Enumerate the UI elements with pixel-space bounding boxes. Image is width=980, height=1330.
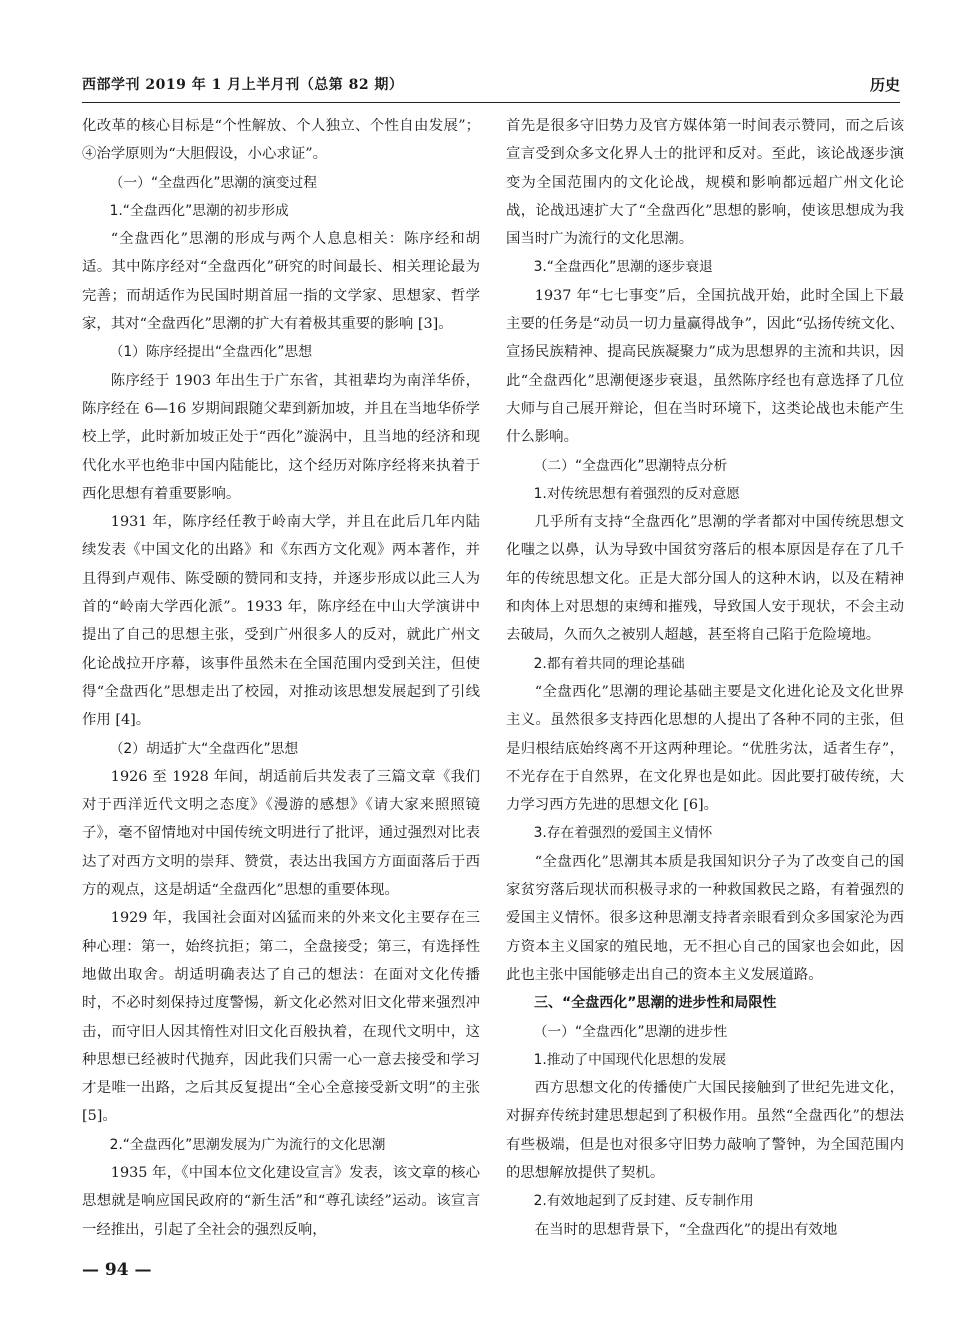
- journal-title: 西部学刊 2019 年 1 月上半月刊（总第 82 期）: [82, 77, 404, 93]
- header-divider: [82, 102, 900, 103]
- subheading: （二）“全盘西化”思潮特点分析: [533, 457, 728, 474]
- subheading: 1.对传统思想有着强烈的反对意愿: [533, 485, 740, 502]
- section-label: 历史: [869, 76, 900, 94]
- paragraph: “全盘西化”思潮的理论基础主要是文化进化论及文化世界主义。虽然很多支持西化思想的人提出了各种不同的主张，但是归根结底始终离不开这两种理论。“优胜劣汰，适者生存”，不光存在于自然界，在文化界也是如此。因此要打破传统，大力学习西方先进的思想文化 [6]。: [506, 683, 904, 814]
- paragraph: “全盘西化”思潮其本质是我国知识分子为了改变自己的国家贫穷落后现状而积极寻求的一种救国救民之路，有着强烈的爱国主义情怀。很多这种思潮支持者亲眼看到众多国家沦为西方资本主义国家的殖民地，无不担心自己的国家也会如此，因此也主张中国能够走出自己的资本主义发展道路。: [506, 853, 904, 983]
- paragraph: 1931 年，陈序经任教于岭南大学，并且在此后几年内陆续发表《中国文化的出路》和《东西方文化观》两本著作，并且得到卢观伟、陈受颐的赞同和支持，并逐步形成以此三人为首的“岭南大学西化派”。1933 年，陈序经在中山大学演讲中提出了自己的思想主张，受到广州很多人的反对，就此广州文化论战拉开序幕，该事件虽然未在全国范围内受到关注，但使得“全盘西化”思想走出了校园，对推动该思想发展起到了引线作用 [4]。: [82, 514, 480, 729]
- subheading: 1.“全盘西化”思潮的初步形成: [109, 202, 289, 219]
- page-header: [82, 74, 900, 104]
- paragraph: 几乎所有支持“全盘西化”思潮的学者都对中国传统思想文化嗤之以鼻，认为导致中国贫穷落后的根本原因是存在了几千年的传统思想文化。正是大部分国人的这种木讷，以及在精神和肉体上对思想的束缚和摧残，导致国人安于现状，不会主动去破局，久而久之被别人超越，甚至将自己陷于危险境地。: [506, 514, 904, 644]
- page-number: — 94 —: [82, 1260, 152, 1280]
- left-column: [82, 112, 480, 1242]
- subheading: 3.“全盘西化”思潮的逐步衰退: [533, 259, 713, 276]
- subheading: （1）陈序经提出“全盘西化”思想: [109, 344, 313, 361]
- paragraph: 1937 年“七七事变”后，全国抗战开始，此时全国上下最主要的任务是“动员一切力量赢得战争”，因此“弘扬传统文化、宣扬民族精神、提高民族凝聚力”成为思想界的主流和共识，因此“全盘西化”思潮便逐步衰退，虽然陈序经也有意选择了几位大师与自己展开辩论，但在当时环境下，这类论战也未能产生什么影响。: [506, 287, 904, 446]
- subheading: （一）“全盘西化”思潮的演变过程: [109, 174, 318, 191]
- paragraph: 1926 至 1928 年间，胡适前后共发表了三篇文章《我们对于西洋近代文明之态度》《漫游的感想》《请大家来照照镜子》，毫不留情地对中国传统文明进行了批评，通过强烈对比表达了对西方文明的崇拜、赞赏，表达出我国方方面面落后于西方的观点，这是胡适“全盘西化”思想的重要体现。: [82, 768, 480, 899]
- paragraph: “全盘西化”思潮的形成与两个人息息相关：陈序经和胡适。其中陈序经对“全盘西化”研究的时间最长、相关理论最为完善；而胡适作为民国时期首屈一指的文学家、思想家、哲学家，其对“全盘西化”思潮的扩大有着极其重要的影响 [3]。: [82, 231, 480, 333]
- subheading: （一）“全盘西化”思潮的进步性: [533, 1023, 728, 1040]
- subheading: 2.“全盘西化”思潮发展为广为流行的文化思潮: [109, 1136, 386, 1153]
- paragraph: 陈序经于 1903 年出生于广东省，其祖辈均为南洋华侨，陈序经在 6—16 岁期间跟随父辈到新加坡，并且在当地华侨学校上学，此时新加坡正处于“西化”漩涡中，且当地的经济和现代化水平也绝非中国内陆能比，这个经历对陈序经将来执着于西化思想有着重要影响。: [82, 372, 480, 502]
- paragraph: 1935 年，《中国本位文化建设宣言》发表，该文章的核心思想就是响应国民政府的“新生活”和“尊孔读经”运动。该宣言一经推出，引起了全社会的强烈反响，: [82, 1164, 480, 1238]
- paragraph: 化改革的核心目标是“个性解放、个人独立、个性自由发展”；④治学原则为“大胆假设，小心求证”。: [82, 118, 480, 163]
- right-column: [506, 112, 904, 1242]
- subheading: 3.存在着强烈的爱国主义情怀: [533, 825, 713, 842]
- subheading: 1.推动了中国现代化思想的发展: [533, 1051, 727, 1068]
- section-heading: 三、“全盘西化”思潮的进步性和局限性: [534, 995, 777, 1012]
- paragraph: 在当时的思想背景下，“全盘西化”的提出有效地: [534, 1221, 838, 1238]
- paragraph: 西方思想文化的传播使广大国民接触到了世纪先进文化，对摒弃传统封建思想起到了积极作用。虽然“全盘西化”的想法有些极端，但是也对很多守旧势力敲响了警钟，为全国范围内的思想解放提供了契机。: [506, 1080, 904, 1181]
- paragraph: 1929 年，我国社会面对凶猛而来的外来文化主要存在三种心理：第一，始终抗拒；第二，全盘接受；第三，有选择性地做出取舍。胡适明确表达了自己的想法：在面对文化传播时，不必时刻保持过度警惕，新文化必然对旧文化带来强烈冲击，而守旧人因其惰性对旧文化百般执着，在现代文明中，这种思想已经被时代抛弃，因此我们只需一心一意去接受和学习才是唯一出路，之后其反复提出“全心全意接受新文明”的主张 [5]。: [82, 910, 480, 1125]
- article-body: [82, 112, 904, 1242]
- subheading: 2.都有着共同的理论基础: [533, 655, 685, 672]
- subheading: （2）胡适扩大“全盘西化”思想: [109, 740, 299, 757]
- subheading: 2.有效地起到了反封建、反专制作用: [533, 1193, 754, 1210]
- paragraph: 首先是很多守旧势力及官方媒体第一时间表示赞同，而之后该宣言受到众多文化界人士的批评和反对。至此，该论战逐步演变为全国范围内的文化论战，规模和影响都远超广州文化论战，论战迅速扩大了“全盘西化”思想的影响，使该思想成为我国当时广为流行的文化思潮。: [506, 118, 904, 248]
